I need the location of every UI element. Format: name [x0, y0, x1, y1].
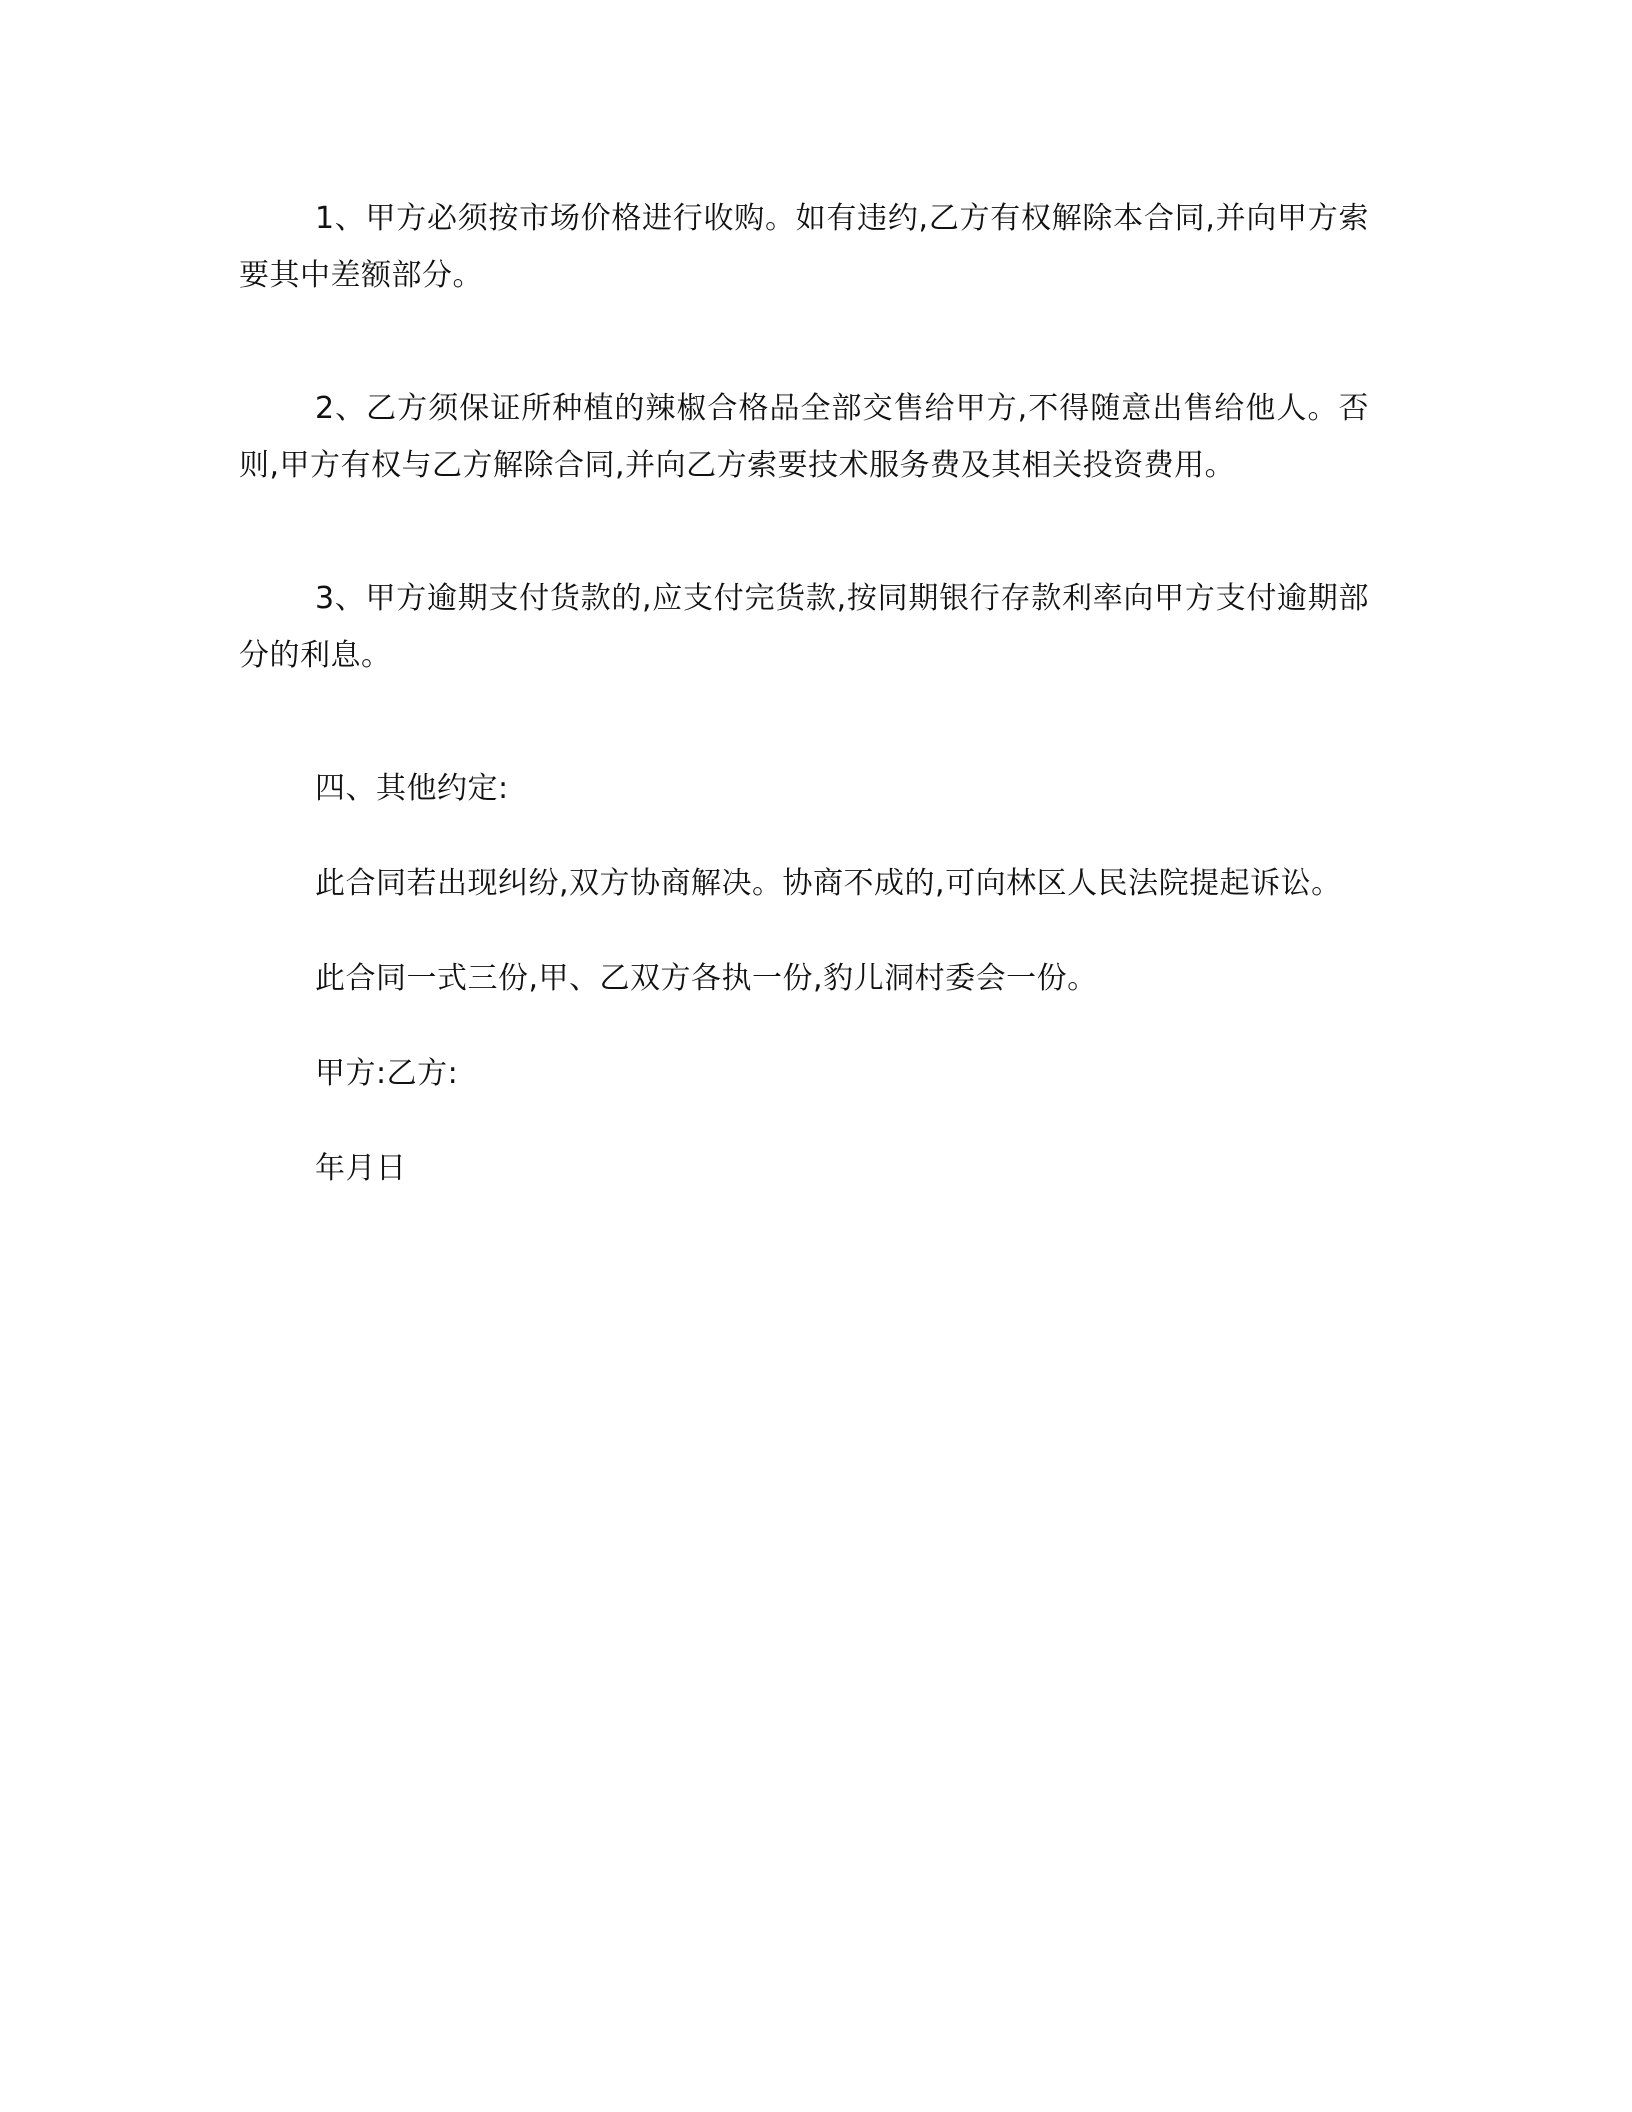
- date-line: 年月日: [315, 1151, 407, 1186]
- section-4-heading: 四、其他约定:: [315, 771, 509, 806]
- clause-1: 1、甲方必须按市场价格进行收购。如有违约,乙方有权解除本合同,并向甲方索要其中差额部分。: [239, 201, 1369, 293]
- document-body: [239, 190, 1369, 1235]
- signature-line: 甲方:乙方:: [315, 1056, 459, 1091]
- copies-clause: 此合同一式三份,甲、乙双方各执一份,豹儿洞村委会一份。: [315, 961, 1098, 996]
- clause-2: 2、乙方须保证所种植的辣椒合格品全部交售给甲方,不得随意出售给他人。否则,甲方有权与乙方解除合同,并向乙方索要技术服务费及其相关投资费用。: [239, 391, 1369, 483]
- dispute-clause: 此合同若出现纠纷,双方协商解决。协商不成的,可向林区人民法院提起诉讼。: [315, 866, 1342, 901]
- clause-3: 3、甲方逾期支付货款的,应支付完货款,按同期银行存款利率向甲方支付逾期部分的利息。: [239, 581, 1369, 673]
